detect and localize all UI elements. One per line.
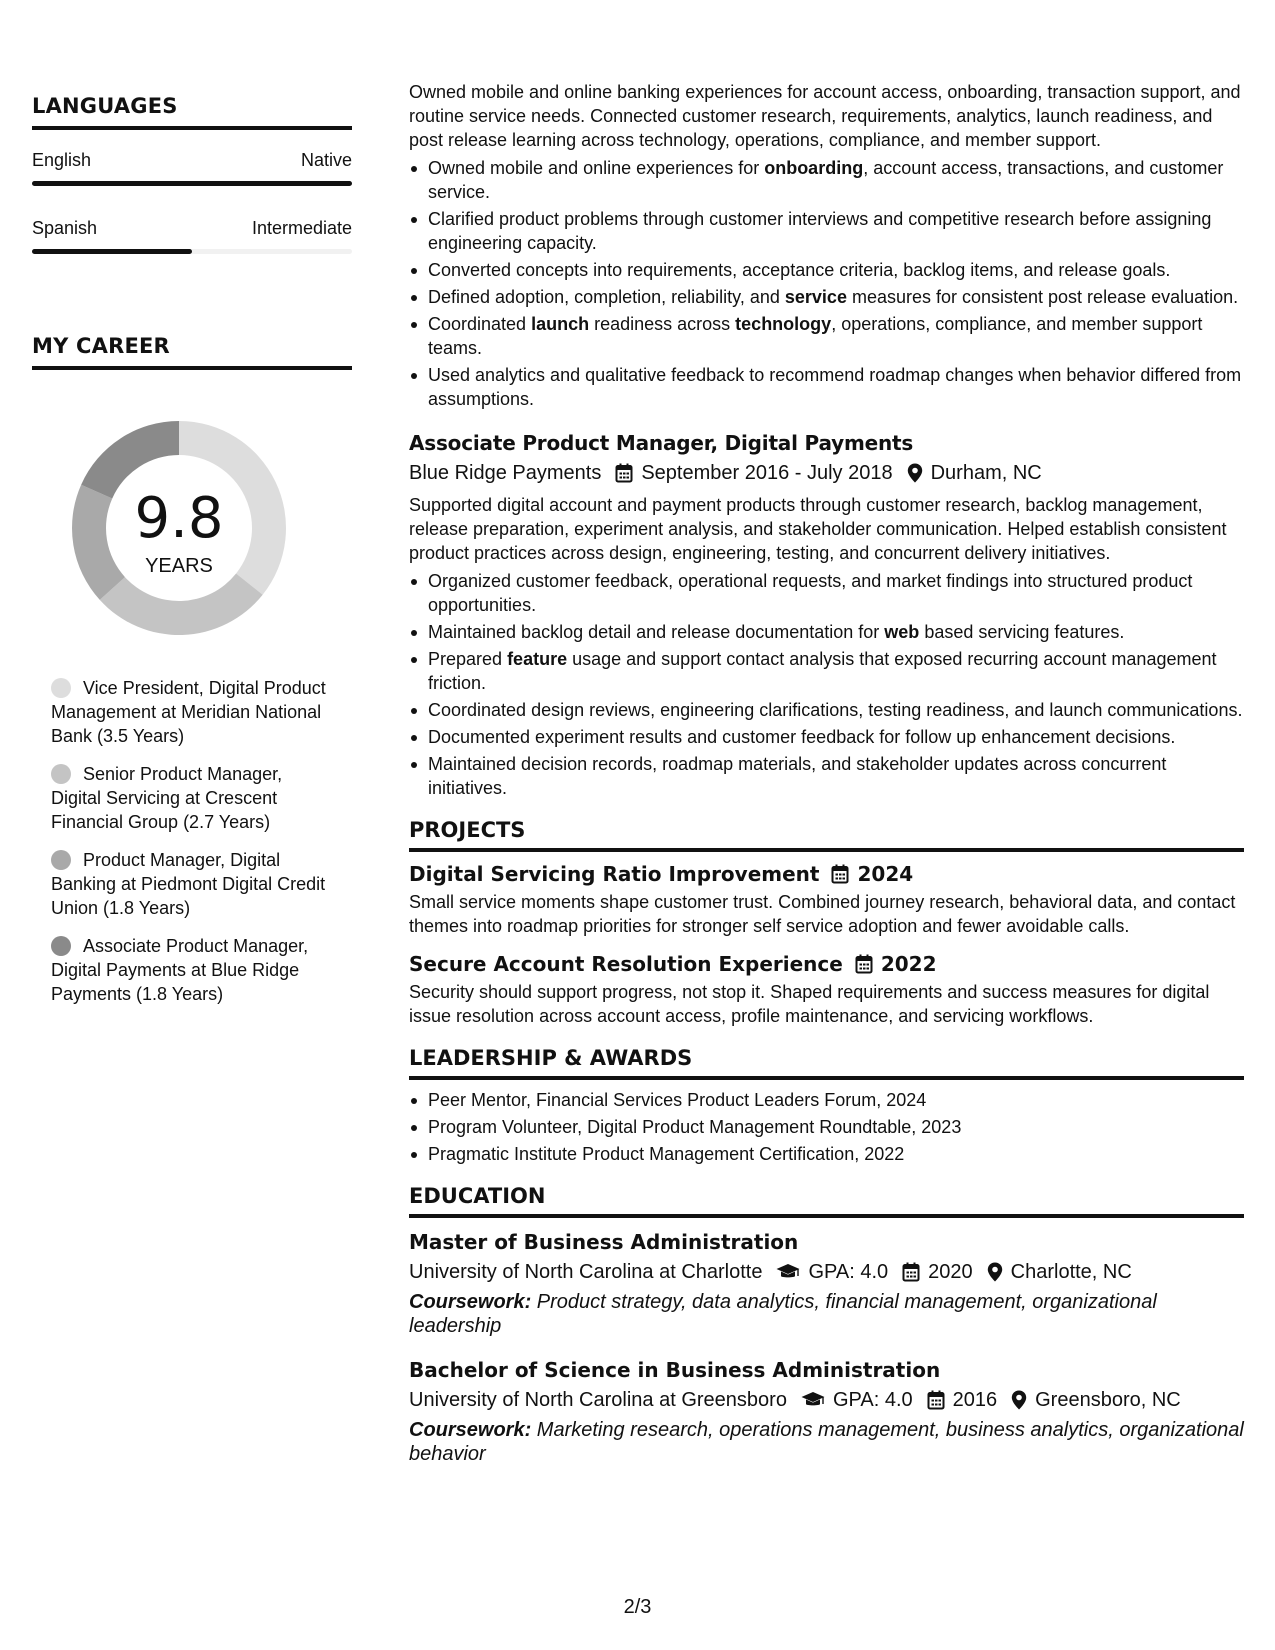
calendar-icon [927, 1390, 945, 1410]
location-pin-icon [1011, 1390, 1027, 1410]
languages-section [32, 94, 352, 254]
gpa: GPA: 4.0 [832, 1389, 913, 1411]
projects-title: PROJECTS [409, 818, 526, 842]
legend-item [51, 848, 331, 920]
project-description: Small service moments shape customer trust. Combined journey research, behavioral data, and contact themes into roadmap priorities for stronger self service adoption and fewer avoidable calls. [409, 892, 1236, 936]
award-item: Program Volunteer, Digital Product Management Roundtable, 2023 [409, 1115, 1244, 1139]
job-bullets [409, 569, 1244, 800]
job-summary: Supported digital account and payment products through customer research, backlog management, release preparation, experiment analysis, and stakeholder communication. Helped establish consistent product practices across design, engineering, testing, and concurrent delivery initiatives. [409, 495, 1227, 563]
career-total-years: 9.8 [134, 486, 224, 551]
section-rule [409, 1214, 1244, 1218]
job-meta [409, 459, 1244, 487]
awards-list [409, 1088, 1244, 1166]
education-meta [409, 1258, 1244, 1286]
project-year: 2024 [857, 862, 914, 886]
bullet-item: Documented experiment results and customer feedback for follow up enhancement decisions. [409, 725, 1244, 749]
legend-label: Product Manager, Digital Banking at Piedmont Digital Credit Union (1.8 Years) [51, 850, 326, 918]
bullet-item: Maintained decision records, roadmap materials, and stakeholder updates across concurrent initiatives. [409, 752, 1244, 800]
project-name: Digital Servicing Ratio Improvement [409, 862, 820, 886]
legend-dot-icon [51, 678, 71, 698]
page-number: 2/3 [623, 1596, 652, 1618]
proficiency-fill [32, 181, 352, 186]
job-summary: Owned mobile and online banking experiences for account access, onboarding, transaction support, and routine service needs. Connected customer research, requirements, analytics, launch readiness, and post release learning across technology, operations, compliance, and member support. [409, 82, 1241, 150]
language-spanish [32, 218, 352, 254]
proficiency-bar [32, 249, 352, 254]
section-rule [32, 126, 352, 130]
coursework-text: Marketing research, operations management, business analytics, organizational behavior [409, 1419, 1244, 1465]
calendar-icon [902, 1262, 920, 1282]
career-section [32, 334, 352, 370]
language-name: Spanish [32, 218, 98, 238]
job-bullets [409, 156, 1244, 411]
career-donut-chart [64, 413, 294, 643]
coursework-label: Coursework: [409, 1419, 532, 1441]
bullet-item: Organized customer feedback, operational requests, and market findings into structured product opportunities. [409, 569, 1244, 617]
legend-item [51, 934, 331, 1006]
career-legend [51, 676, 331, 1020]
gpa: GPA: 4.0 [808, 1261, 889, 1283]
job-title: Associate Product Manager, Digital Payments [409, 431, 914, 455]
bullet-item: Prepared feature usage and support contact analysis that exposed recurring account management friction. [409, 647, 1244, 695]
legend-label: Vice President, Digital Product Management at Meridian National Bank (3.5 Years) [51, 678, 326, 746]
education-title: EDUCATION [409, 1184, 546, 1208]
legend-dot-icon [51, 850, 71, 870]
school-name: University of North Carolina at Charlotte [409, 1261, 763, 1283]
legend-item [51, 676, 331, 748]
coursework [409, 1418, 1244, 1466]
legend-dot-icon [51, 764, 71, 784]
project-name: Secure Account Resolution Experience [409, 952, 843, 976]
awards-title: LEADERSHIP & AWARDS [409, 1046, 693, 1070]
bullet-item: Coordinated design reviews, engineering clarifications, testing readiness, and launch communications. [409, 698, 1244, 722]
legend-label: Senior Product Manager, Digital Servicing at Crescent Financial Group (2.7 Years) [51, 764, 283, 832]
project-title [409, 952, 1244, 976]
career-total-unit: YEARS [145, 555, 213, 577]
language-level: Intermediate [251, 218, 352, 238]
school-name: University of North Carolina at Greensboro [409, 1389, 787, 1411]
section-rule [32, 366, 352, 370]
degree-title: Bachelor of Science in Business Administration [409, 1358, 941, 1382]
calendar-icon [855, 954, 873, 974]
bullet-item: Coordinated launch readiness across technology, operations, compliance, and member support teams. [409, 312, 1244, 360]
calendar-icon [615, 463, 633, 483]
bullet-item: Used analytics and qualitative feedback to recommend roadmap changes when behavior differed from assumptions. [409, 363, 1244, 411]
award-item: Pragmatic Institute Product Management Certification, 2022 [409, 1142, 1244, 1166]
section-rule [409, 1076, 1244, 1080]
legend-label: Associate Product Manager, Digital Payments at Blue Ridge Payments (1.8 Years) [51, 936, 309, 1004]
legend-dot-icon [51, 936, 71, 956]
bullet-item: Owned mobile and online experiences for onboarding, account access, transactions, and customer service. [409, 156, 1244, 204]
graduation-cap-icon [776, 1263, 800, 1281]
award-item: Peer Mentor, Financial Services Product Leaders Forum, 2024 [409, 1088, 1244, 1112]
graduation-year: 2016 [952, 1389, 998, 1411]
project-year: 2022 [880, 952, 937, 976]
education-meta [409, 1386, 1244, 1414]
language-english [32, 150, 352, 186]
job-company: Blue Ridge Payments [409, 462, 602, 484]
career-title: MY CAREER [32, 334, 170, 358]
project-title [409, 862, 1244, 886]
location-pin-icon [987, 1262, 1003, 1282]
bullet-item: Maintained backlog detail and release documentation for web based servicing features. [409, 620, 1244, 644]
school-location: Greensboro, NC [1035, 1389, 1181, 1411]
coursework [409, 1290, 1244, 1338]
graduation-cap-icon [801, 1391, 825, 1409]
languages-title: LANGUAGES [32, 94, 178, 118]
section-rule [409, 848, 1244, 852]
bullet-item: Clarified product problems through customer interviews and competitive research before assigning engineering capacity. [409, 207, 1244, 255]
legend-item [51, 762, 331, 834]
proficiency-fill [32, 249, 192, 254]
bullet-item: Converted concepts into requirements, acceptance criteria, backlog items, and release goals. [409, 258, 1244, 282]
coursework-text: Product strategy, data analytics, financial management, organizational leadership [409, 1291, 1157, 1337]
job-location: Durham, NC [930, 462, 1042, 484]
language-level: Native [300, 150, 352, 170]
degree-title: Master of Business Administration [409, 1230, 799, 1254]
location-pin-icon [907, 463, 923, 483]
language-name: English [32, 150, 92, 170]
coursework-label: Coursework: [409, 1291, 532, 1313]
proficiency-bar [32, 181, 352, 186]
project-description: Security should support progress, not stop it. Shaped requirements and success measures for digital issue resolution across account access, profile maintenance, and servicing workflows. [409, 982, 1210, 1026]
bullet-item: Defined adoption, completion, reliability, and service measures for consistent post release evaluation. [409, 285, 1244, 309]
school-location: Charlotte, NC [1010, 1261, 1132, 1283]
graduation-year: 2020 [928, 1261, 973, 1283]
main-column [409, 80, 1244, 1466]
calendar-icon [831, 864, 849, 884]
job-dates: September 2016 - July 2018 [641, 462, 893, 484]
